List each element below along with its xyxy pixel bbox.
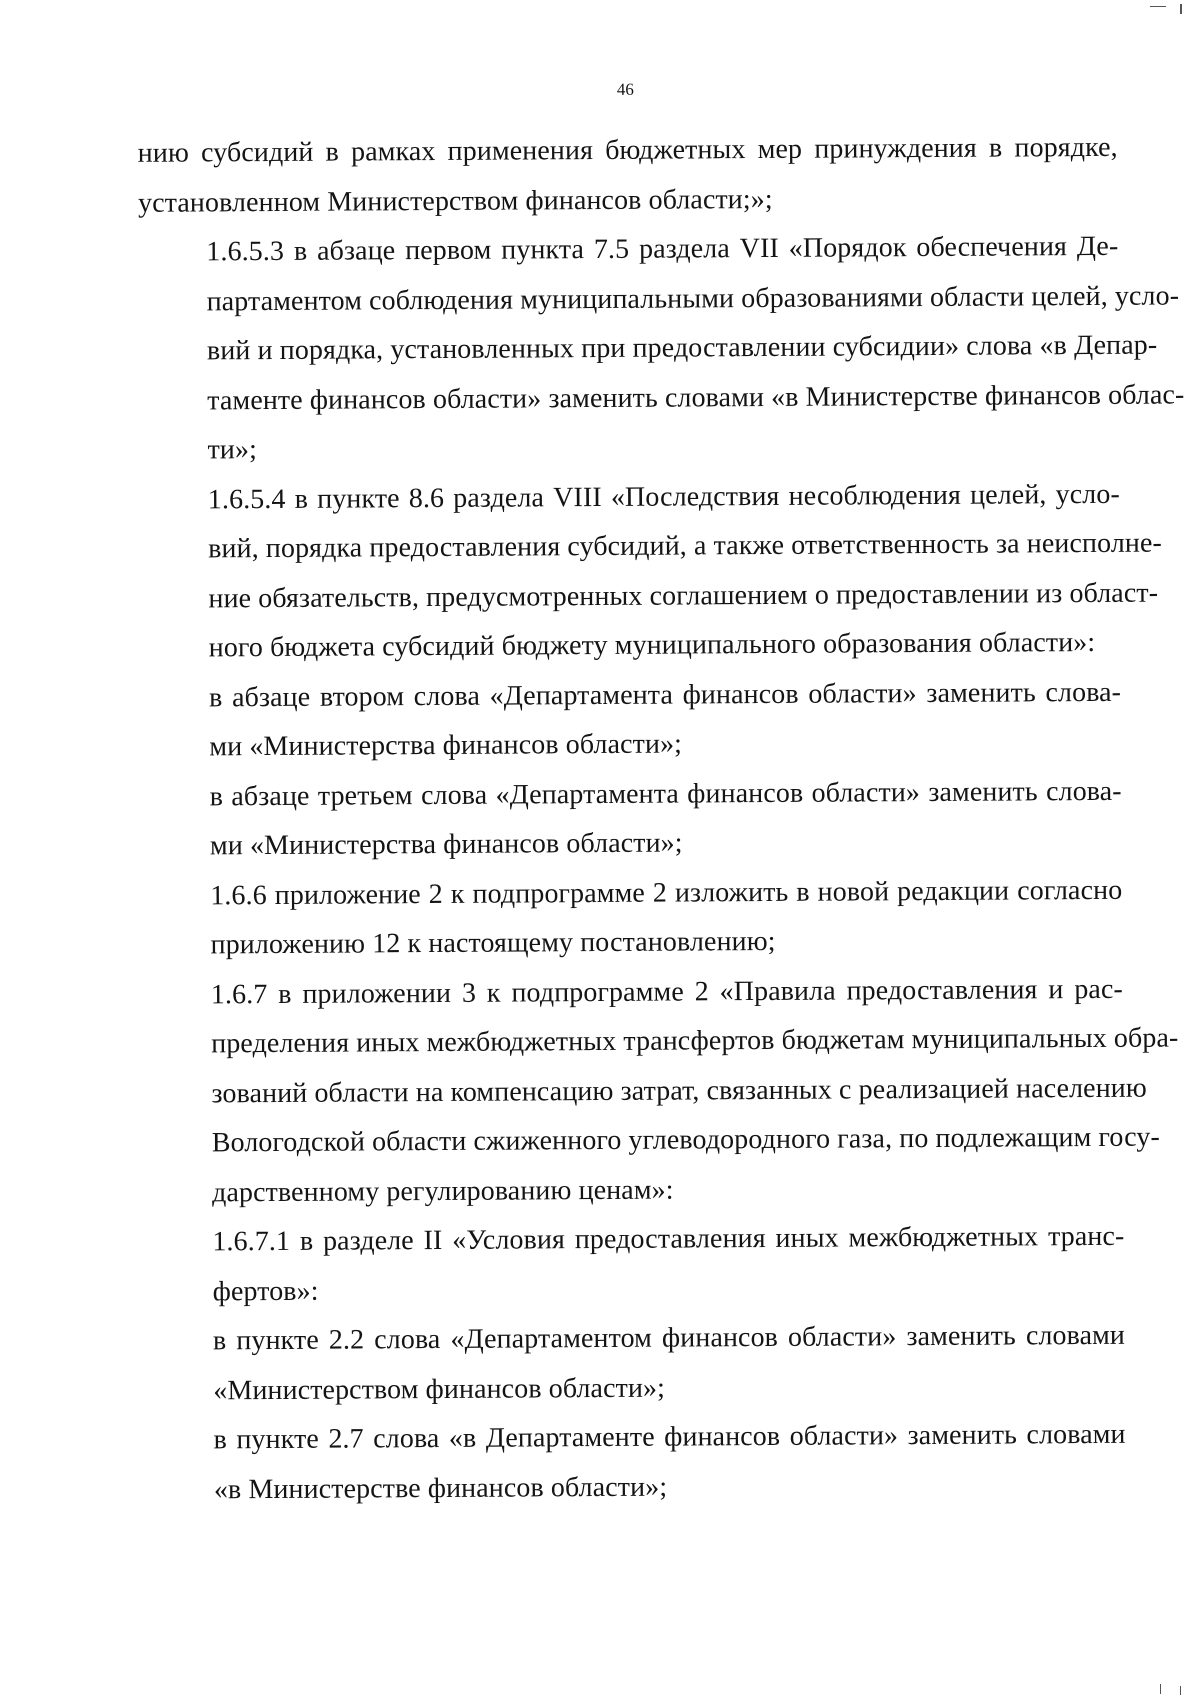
text-line: в абзаце третьем слова «Департамента финансов области» заменить слова- <box>209 775 1122 812</box>
text-line: в пункте 2.7 слова «в Департаменте финансов области» заменить словами <box>213 1418 1126 1456</box>
text-line: установленном Министерством финансов области;»; <box>137 183 773 219</box>
paragraph <box>141 667 1122 772</box>
paragraph <box>144 1212 1125 1317</box>
paragraph <box>145 1311 1126 1416</box>
text-line: дарственному регулированию ценам»: <box>211 1174 674 1208</box>
scan-artifact <box>1160 1684 1161 1694</box>
page-number: 46 <box>616 79 634 99</box>
scan-artifact <box>1180 4 1182 14</box>
paragraph <box>138 123 1119 228</box>
paragraph <box>142 865 1123 970</box>
text-line: «Министерством финансов области»; <box>213 1372 666 1406</box>
text-line: в пункте 2.2 слова «Департаментом финансов области» заменить словами <box>212 1319 1126 1357</box>
text-line: 1.6.7.1 в разделе II «Условия предоставления иных межбюджетных транс- <box>212 1220 1125 1258</box>
text-line: зований области на компенсацию затрат, связанных с реализацией населению <box>211 1072 1147 1109</box>
paragraph <box>140 469 1162 673</box>
text-line: вий и порядка, установленных при предоставлении субсидии» слова «в Депар- <box>206 329 1158 367</box>
paragraph <box>142 766 1123 871</box>
text-line: «в Министерстве финансов области»; <box>213 1471 668 1505</box>
scan-artifact <box>1180 1686 1181 1695</box>
text-line: ми «Министерства финансов области»; <box>209 728 683 763</box>
text-line: в абзаце втором слова «Департамента финансов области» заменить слова- <box>208 676 1122 713</box>
paragraph <box>138 222 1185 475</box>
text-line: Вологодской области сжиженного углеводородного газа, по подлежащим госу- <box>211 1121 1160 1159</box>
text-line: таменте финансов области» заменить словами «в Министерстве финансов облас- <box>207 378 1185 416</box>
text-line: вий, порядка предоставления субсидий, а также ответственность за неисполне- <box>208 527 1162 565</box>
text-line: приложению 12 к настоящему постановлению; <box>210 925 776 961</box>
text-line: партаментом соблюдения муниципальными образованиями области целей, усло- <box>206 279 1180 317</box>
text-line: ного бюджета субсидий бюджету муниципального образования области»: <box>208 626 1096 664</box>
text-line: ти»; <box>207 434 258 466</box>
paragraph <box>145 1410 1126 1515</box>
text-line: ние обязательств, предусмотренных соглашением о предоставлении из област- <box>208 577 1159 614</box>
text-line: 1.6.6 приложение 2 к подпрограмме 2 изложить в новой редакции согласно <box>210 874 1123 911</box>
scan-artifact <box>1150 6 1166 7</box>
paragraph <box>143 964 1179 1217</box>
text-line: нию субсидий в рамках применения бюджетных мер принуждения в порядке, <box>137 131 1118 169</box>
text-line: 1.6.5.4 в пункте 8.6 раздела VIII «Последствия несоблюдения целей, усло- <box>207 478 1120 515</box>
text-line: 1.6.5.3 в абзаце первом пункта 7.5 раздела VII «Порядок обеспечения Де- <box>206 230 1119 268</box>
document-body <box>137 123 1185 1515</box>
text-line: ми «Министерства финансов области»; <box>209 827 683 862</box>
text-line: пределения иных межбюджетных трансфертов бюджетам муниципальных обра- <box>211 1022 1179 1060</box>
text-line: 1.6.7 в приложении 3 к подпрограмме 2 «Правила предоставления и рас- <box>210 973 1123 1010</box>
text-line: фертов»: <box>212 1275 319 1307</box>
